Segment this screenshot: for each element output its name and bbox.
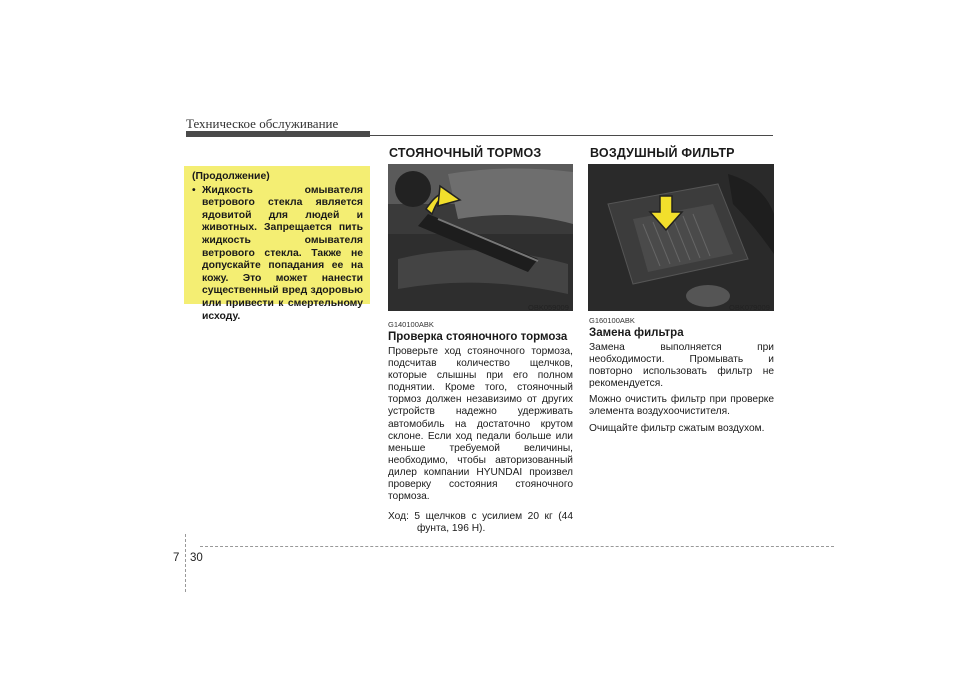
warning-bullet-text: Жидкость омывателя ветрового стекла является ядовитой для людей и животных. Запрещается пить жидкость омывателя ветрового стекла. Также не допускайте попадания ее на кожу. Это может нанести существенный вред здоровью или привести к смертельному исходу.: [202, 184, 363, 322]
header-bar: [186, 131, 370, 137]
air-filter-code: G160100ABK: [589, 316, 635, 325]
bullet-icon: •: [192, 184, 196, 196]
chapter-number: 7: [173, 552, 180, 564]
warning-continued-label: (Продолжение): [192, 171, 270, 182]
chapter-header-title: Техническое обслуживание: [186, 116, 339, 131]
parking-brake-photo-code: OBK059009: [528, 303, 569, 312]
parking-brake-code: G140100ABK: [388, 320, 434, 329]
warning-box: [184, 166, 370, 322]
parking-brake-paragraph-1: Проверьте ход стояночного тормоза, подсчитав количество щелчков, которые слышны при его полном поднятии. Кроме того, стояночный тормоз должен незавизимо от других устройств надежно удерживать автомобиль на достаточно крутом склоне. Если ход педали больше или меньше требуемой величины, необходимо, чтобы авторизованный дилер компании HYUNDAI произвел проверку состояния стояночного тормоза.: [388, 346, 573, 503]
air-filter-paragraph-3: Очищайте фильтр сжатым воздухом.: [589, 422, 765, 434]
page-number: 30: [190, 552, 203, 564]
air-filter-paragraph-2: Можно очистить фильтр при проверке элемента воздухоочистителя.: [589, 394, 774, 418]
footer-rule: [200, 546, 834, 547]
parking-brake-photo: [388, 164, 573, 311]
air-filter-body: [589, 342, 774, 439]
parking-brake-paragraph-2: Ход: 5 щелчков с усилием 20 кг (44 фунта, 196 Н).: [388, 511, 573, 535]
parking-brake-section-title: СТОЯНОЧНЫЙ ТОРМОЗ: [389, 146, 542, 160]
parking-brake-body: [388, 346, 573, 539]
footer-divider: [185, 534, 186, 592]
warning-bullet: [192, 185, 363, 324]
parking-brake-subtitle: Проверка стояночного тормоза: [388, 331, 568, 343]
air-filter-section-title: ВОЗДУШНЫЙ ФИЛЬТР: [590, 146, 735, 160]
air-filter-paragraph-1: Замена выполняется при необходимости. Промывать и повторно использовать фильтр не рекомендуется.: [589, 342, 774, 390]
air-filter-subtitle: Замена фильтра: [589, 327, 684, 339]
air-filter-photo-code: OBK079009: [729, 303, 770, 312]
header-rule: [370, 135, 773, 136]
air-filter-photo: [588, 164, 774, 311]
